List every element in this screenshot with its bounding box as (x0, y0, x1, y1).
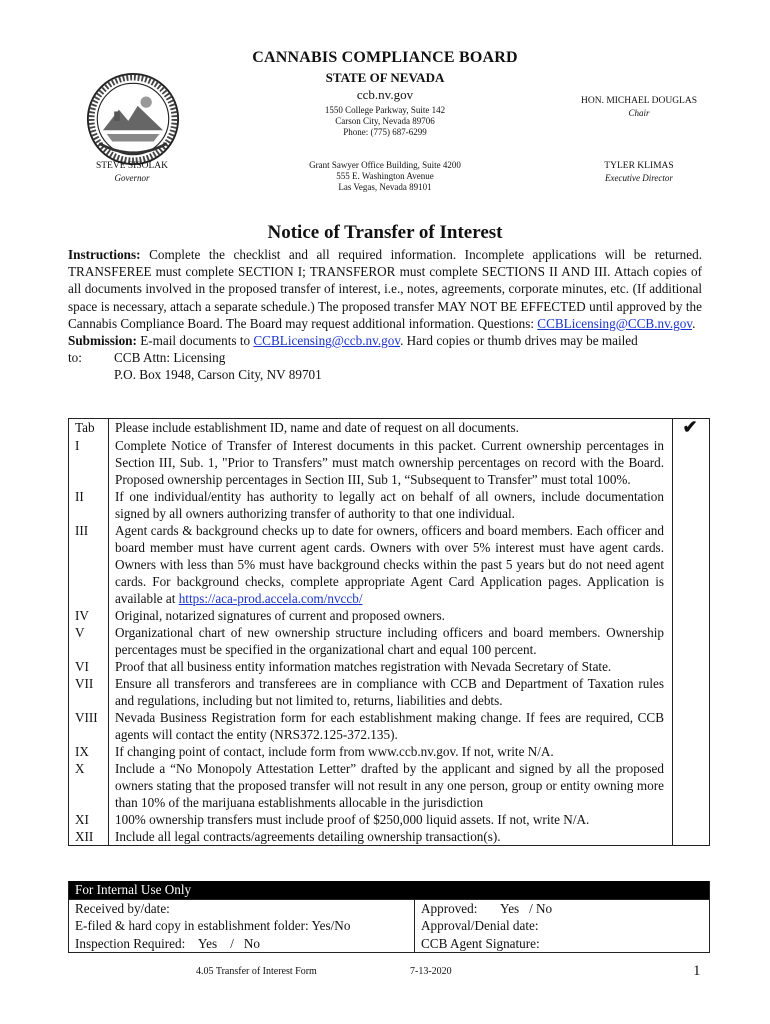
form-date: 7-13-2020 (410, 966, 452, 977)
tab-number: V (69, 624, 109, 658)
governor-role: Governor (114, 173, 150, 183)
item-text: If one individual/entity has authority to legally act on behalf of all owners, include documentation signed by all owners authorizing transfer of authority to that one individual. (115, 489, 664, 521)
checklist-row (69, 811, 709, 828)
checklist-row (69, 607, 709, 624)
checklist-row (69, 760, 709, 811)
item-text: Complete Notice of Transfer of Interest documents in this packet. Current ownership percentages in Section III, Sub. 1, "Prior to Transfers” must match ownership percentages on record with the Board. Proposed ownership percentages in Section III, Sub 1, “Subsequent to Transfer” must total 100%. (115, 438, 664, 487)
internal-row (69, 917, 709, 935)
approved-field[interactable]: Approved: Yes / No (421, 900, 553, 916)
submission-label: Submission: (68, 333, 137, 349)
director-name: TYLER KLIMAS (604, 161, 674, 171)
checkbox-cell[interactable] (673, 811, 707, 828)
to-label: to: (68, 350, 82, 366)
checklist-item-text (109, 437, 673, 488)
instructions-text: Complete the checklist and all required information. Incomplete applications will be returned. TRANSFEREE must complete SECTION I; TRANSFEROR must complete SECTIONS II AND III. Attach copies of all documents involved in the proposed transfer of interest, i.e., notes, agreements, corporate minutes, etc. (If additional space is necessary, attach a separate schedule.) The proposed transfer MAY NOT BE EFFECTED until approved by the Cannabis Compliance Board. The Board may request additional information. Questions: (68, 247, 702, 331)
tab-number: XII (69, 828, 109, 845)
checklist-item-text (109, 811, 673, 828)
tab-number: IV (69, 607, 109, 624)
chair-role: Chair (628, 108, 650, 118)
item-text: Include all legal contracts/agreements detailing ownership transaction(s). (115, 829, 501, 844)
checkbox-cell[interactable] (673, 522, 707, 607)
internal-row (69, 899, 709, 918)
submission-text-2: . Hard copies or thumb drives may be mailed (400, 333, 638, 349)
chair-name: HON. MICHAEL DOUGLAS (580, 96, 698, 106)
agent-card-application-link[interactable]: https://aca-prod.accela.com/nvccb/ (178, 591, 363, 606)
item-text: Original, notarized signatures of current and proposed owners. (115, 608, 445, 623)
tab-number: IX (69, 743, 109, 760)
phone: Phone: (775) 687-6299 (343, 127, 427, 137)
item-text: Nevada Business Registration form for each establishment making change. If fees are required, CCB agents will contact the entity (NRS372.125-372.135). (115, 710, 664, 742)
internal-row (69, 935, 709, 953)
checklist-table (68, 418, 710, 846)
checklist-row (69, 488, 709, 522)
checklist-header-text: Please include establishment ID, name and date of request on all documents. (109, 419, 673, 437)
checklist-item-text (109, 828, 673, 845)
checklist-item-text (109, 709, 673, 743)
checklist-item-text (109, 488, 673, 522)
internal-use-section (68, 881, 710, 953)
checklist-header-row (69, 419, 709, 437)
checklist-row (69, 522, 709, 607)
checklist-item-text (109, 760, 673, 811)
item-text: If changing point of contact, include form from www.ccb.nv.gov. If not, write N/A. (115, 744, 554, 759)
questions-email-link[interactable]: CCBLicensing@CCB.nv.gov (537, 315, 693, 331)
checkbox-cell[interactable] (673, 607, 707, 624)
tab-number: I (69, 437, 109, 488)
checkbox-cell[interactable] (673, 743, 707, 760)
item-text: Agent cards & background checks up to date for owners, officers and board members. Each officer and board member must have current agent cards. Owners with over 5% interest must have agent cards. Owners with less than 5% must have background checks within the past 5 years but do not need agent cards. For background checks, complete appropriate Agent Card Application pages. Application is available at (115, 523, 664, 606)
checkbox-cell[interactable] (673, 658, 707, 675)
director-role: Executive Director (605, 173, 673, 183)
governor-block (80, 160, 184, 184)
checkbox-cell[interactable] (673, 437, 707, 488)
internal-use-heading: For Internal Use Only (69, 881, 709, 899)
approval-date-field[interactable]: Approval/Denial date: (421, 918, 539, 933)
chair-block (554, 95, 724, 119)
checklist-row (69, 675, 709, 709)
punctuation: . (692, 315, 696, 331)
checkbox-cell[interactable] (673, 624, 707, 658)
checkmark-icon: ✔ (682, 417, 698, 437)
tab-number: X (69, 760, 109, 811)
mail-address-line-2 (68, 366, 702, 383)
inspection-field[interactable]: Inspection Required: Yes / No (69, 935, 415, 953)
address-line: Las Vegas, Nevada 89101 (338, 182, 432, 192)
governor-name: STEVE SISOLAK (95, 161, 169, 171)
tab-number: VI (69, 658, 109, 675)
checkbox-cell[interactable] (673, 760, 707, 811)
checkbox-cell[interactable] (673, 675, 707, 709)
checklist-row (69, 743, 709, 760)
checkbox-cell[interactable] (673, 828, 707, 845)
item-text: Organizational chart of new ownership structure including officers and board members. Ownership percentages must be specified in the organizational chart and equal 100 percent. (115, 625, 664, 657)
mail-recipient: CCB Attn: Licensing (114, 350, 226, 366)
submission-email-link[interactable]: CCBLicensing@ccb.nv.gov (253, 333, 401, 349)
address-line: 1550 College Parkway, Suite 142 (324, 105, 446, 115)
agency-name: CANNABIS COMPLIANCE BOARD (252, 49, 518, 66)
mail-address-line-1 (68, 349, 702, 366)
checklist-row (69, 658, 709, 675)
instructions-label: Instructions: (68, 247, 141, 262)
website: ccb.nv.gov (356, 87, 414, 102)
efiled-field[interactable]: E-filed & hard copy in establishment folder: Yes/No (69, 917, 415, 935)
checklist-item-text (109, 607, 673, 624)
address-line: Carson City, Nevada 89706 (335, 116, 435, 126)
checklist-item-text (109, 522, 673, 607)
tab-number: XI (69, 811, 109, 828)
checklist-item-text (109, 658, 673, 675)
page-number: 1 (693, 963, 701, 979)
document-title: Notice of Transfer of Interest (267, 222, 503, 243)
checklist-row (69, 709, 709, 743)
tab-number: VIII (69, 709, 109, 743)
address-line: 555 E. Washington Avenue (336, 171, 434, 181)
instructions (68, 246, 702, 384)
item-text: Ensure all transferors and transferees are in compliance with CCB and Department of Taxation rules and regulations, including but not limited to, returns, liabilities and debts. (115, 676, 664, 708)
item-text: 100% ownership transfers must include proof of $250,000 liquid assets. If not, write N/A. (115, 812, 590, 827)
tab-number: II (69, 488, 109, 522)
checklist-row (69, 828, 709, 845)
item-text: Proof that all business entity information matches registration with Nevada Secretary of State. (115, 659, 612, 674)
director-block (554, 160, 724, 184)
tab-number: VII (69, 675, 109, 709)
address-line: Grant Sawyer Office Building, Suite 4200 (309, 160, 461, 170)
item-text: Include a “No Monopoly Attestation Letter” drafted by the applicant and signed by all the proposed owners stating that the proposed transfer will not result in any one person, group or entity owning more than 10% of the marijuana establishments allocable in the jurisdiction (115, 761, 664, 810)
checklist-item-text (109, 624, 673, 658)
checkbox-cell[interactable] (673, 488, 707, 522)
checklist-row (69, 437, 709, 488)
agent-signature-field[interactable]: CCB Agent Signature: (421, 935, 540, 951)
checklist-row (69, 624, 709, 658)
mail-po-box: P.O. Box 1948, Carson City, NV 89701 (114, 367, 322, 383)
tab-number: III (69, 522, 109, 607)
form-number: 4.05 Transfer of Interest Form (196, 966, 317, 977)
state-name: STATE OF NEVADA (325, 70, 445, 85)
checkbox-cell[interactable] (673, 709, 707, 743)
submission-text: E-mail documents to (136, 333, 254, 349)
checklist-item-text (109, 675, 673, 709)
received-by-field[interactable]: Received by/date: (69, 900, 415, 918)
checklist-item-text (109, 743, 673, 760)
tab-header: Tab (69, 419, 109, 437)
